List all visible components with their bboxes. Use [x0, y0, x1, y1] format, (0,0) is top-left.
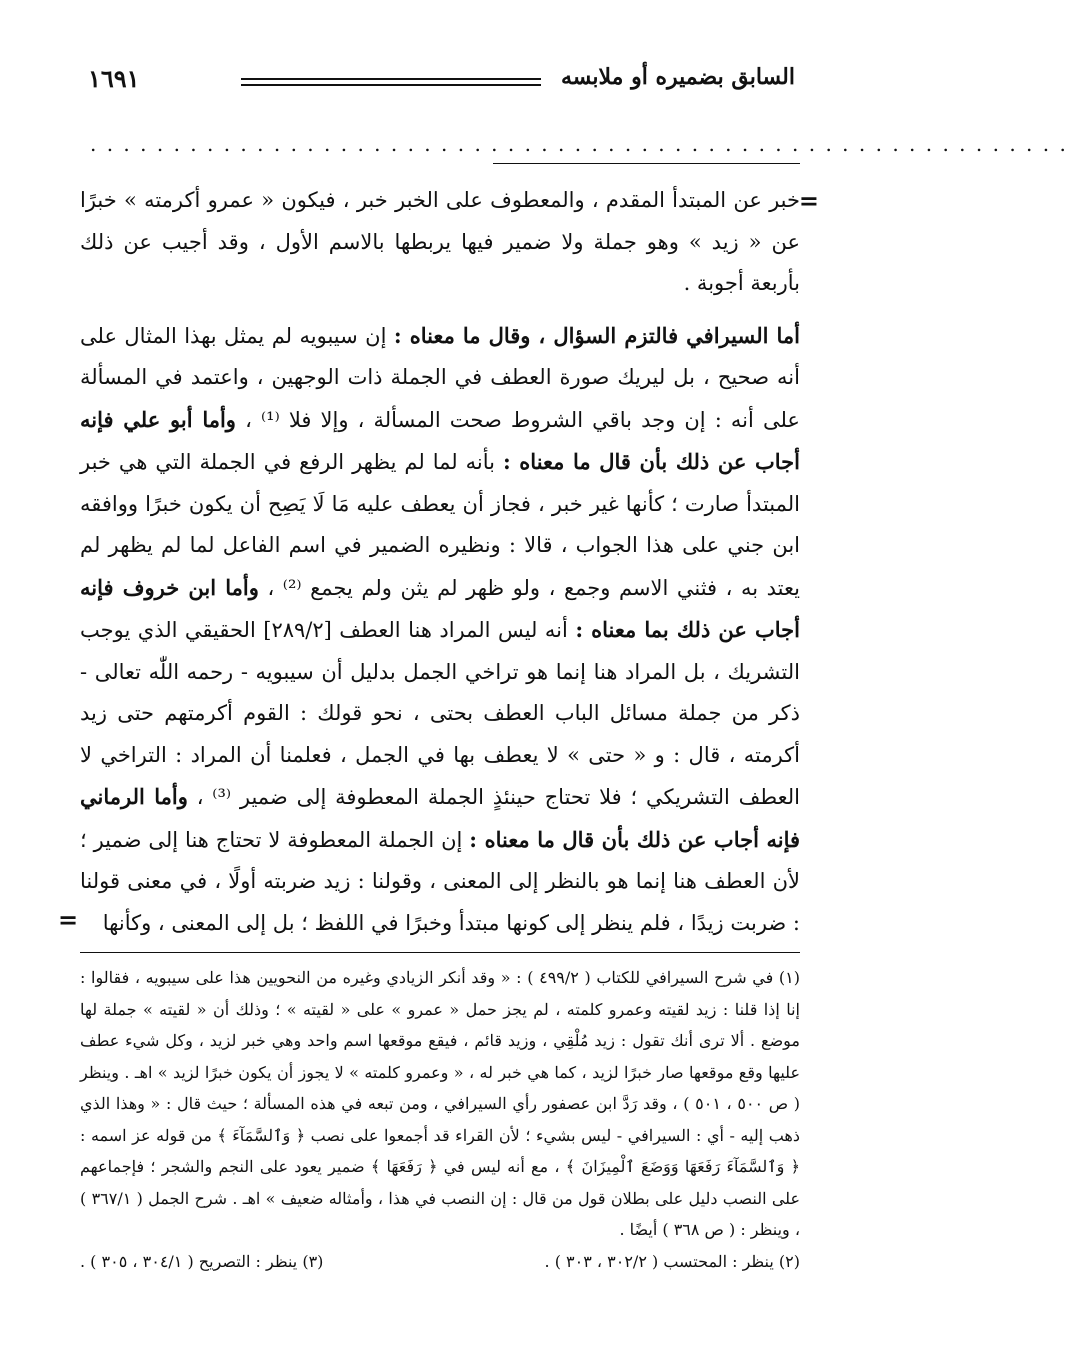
main-text — [80, 180, 800, 944]
sirafi-heading: أما السيرافي فالتزم السؤال ، وقال ما معناه : — [393, 322, 800, 348]
separator-rule — [493, 163, 800, 164]
footnote-3: (٣) ينظر : التصريح ( ٣٠٤/١ ، ٣٠٥ ) . — [80, 1251, 324, 1271]
dotted-separator: . . . . . . . . . . . . . . . . . . . . . . . . . . . . . . . . . . . . . . . . . . . . . . . . . . . . . . . . . . . — [90, 132, 1068, 156]
rummani-heading: وأما الرماني فإنه أجاب عن ذلك بأن قال ما معناه : — [80, 784, 801, 852]
abu-ali-heading: وأما أبو علي فإنه أجاب عن ذلك بأن قال ما معناه : — [80, 406, 800, 474]
paragraph-1: خبر عن المبتدأ المقدم ، والمعطوف على الخبر خبر ، فيكون « عمرو أكرمته » خبرًا عن « زيد » وهو جملة ولا ضمير فيها يربطها بالاسم الأول ، وقد أجيب عن ذلك بأربعة أجوبة . — [80, 188, 800, 295]
footnote-rule — [80, 952, 800, 953]
header-double-rule — [241, 78, 541, 86]
abu-ali-text: بأنه لما لم يظهر الرفع في الجملة التي هي خبر المبتدأ صارت ؛ كأنها غير خبر ، فجاز أن يعطف عليه مَا لَا يَصِح أن يكون خبرًا ووافقه ابن جني على هذا الجواب ، قالا : ونظيره الضمير في اسم الفاعل لما لم يظهر لم يعتد به ، فثني الاسم وجمع ، ولو ظهر لم يثن ولم يجمع ⁽²⁾ ، — [80, 450, 800, 600]
ibn-kharuf-text: أنه ليس المراد هنا العطف [٢٨٩/٢] الحقيقي الذي يوجب التشريك ، بل المراد هنا إنما هو تراخي الجمل بدليل أن سيبويه - رحمه اللّٰه تعالى - ذكر من جملة مسائل الباب العطف بحتى ، نحو قولك : القوم أكرمتهم حتى زيد أكرمته ، قال : و « حتى » لا يعطف بها في الجمل ، فعلمنا أن المراد : التراخي لا العطف التشريكي ؛ فلا تحتاج حينئذٍ الجملة المعطوفة إلى ضمير ⁽³⁾ ، — [80, 618, 800, 809]
footnote-1: (١) في شرح السيرافي للكتاب ( ٤٩٩/٢ ) : « وقد أنكر الزيادي وغيره من النحويين هذا على سيبويه ، فقالوا : إنا إذا قلنا : زيد لقيته وعمرو كلمته ، لم يجز حمل « عمرو » على « لقيته » ؛ وذلك أن « لقيته » جملة لها موضع . ألا ترى أنك تقول : زيد مُلْقِي ، وزيد قائم ، فيقع موقعها اسم واحد وهي خبر لزيد ، وكل شيء عطف عليها وقع موقعها صار خبرًا لزيد ، كما هي خبر له ، « وعمرو كلمته » لا يجوز أن يكون خبرًا لزيد » اهـ . وينظر ( ص ٥٠٠ ، ٥٠١ ) ، وقد رَدَّ ابن عصفور رأي السيرافي ، ومن تبعه في هذه المسألة ؛ حيث قال : « وهذا الذي ذهب إليه - أي : السيرافي - ليس بشيء ؛ لأن القراء قد أجمعوا على نصب ﴿ وَٱلسَّمَآءَ ﴾ من قوله عز اسمه : ﴿ وَٱلسَّمَآءَ رَفَعَهَا وَوَضَعَ ٱلْمِيزَانَ ﴾ ، مع أنه ليس في ﴿ رَفَعَهَا ﴾ ضمير يعود على النجم والشجر ؛ فإجماعهم على النصب دليل على بطلان قول من قال : إن النصب في هذا ، وأمثاله ضعيف » اهـ . شرح الجمل ( ٣٦٧/١ ) ، وينظر : ( ص ٣٦٨ ) أيضًا . — [80, 968, 801, 1239]
footnote-2: (٢) ينظر : المحتسب ( ٣٠٢/٢ ، ٣٠٣ ) . — [544, 1251, 800, 1271]
footnotes — [80, 962, 800, 1277]
continuation-mark-start: = — [798, 186, 819, 215]
running-title: السابق بضميره أو ملابسه — [560, 64, 795, 90]
page-number: ١٦٩١ — [88, 64, 140, 93]
ibn-kharuf-heading: وأما ابن خروف فإنه أجاب عن ذلك بما معناه : — [80, 574, 800, 642]
continuation-mark-end: = — [58, 905, 79, 934]
footnote-row — [80, 1246, 800, 1278]
rummani-text: إن الجملة المعطوفة لا تحتاج هنا إلى ضمير ؛ لأن العطف هنا إنما هو بالنظر إلى المعنى ، وقولنا : زيد ضربته أولًا ، في معنى قولنا : ضربت زيدًا ، فلم ينظر إلى كونها مبتدأ وخبرًا في اللفظ ؛ بل إلى المعنى ، وكأنها — [80, 827, 800, 935]
page-header — [78, 58, 801, 102]
paragraph-2 — [80, 315, 800, 945]
sirafi-text: إن سيبويه لم يمثل بهذا المثال على أنه صحيح ، بل ليريك صورة العطف في الجملة ذات الوجهين ، واعتمد في المسألة على أنه : إن وجد باقي الشروط صحت المسألة ، وإلا فلا ⁽¹⁾ ، — [80, 323, 800, 432]
